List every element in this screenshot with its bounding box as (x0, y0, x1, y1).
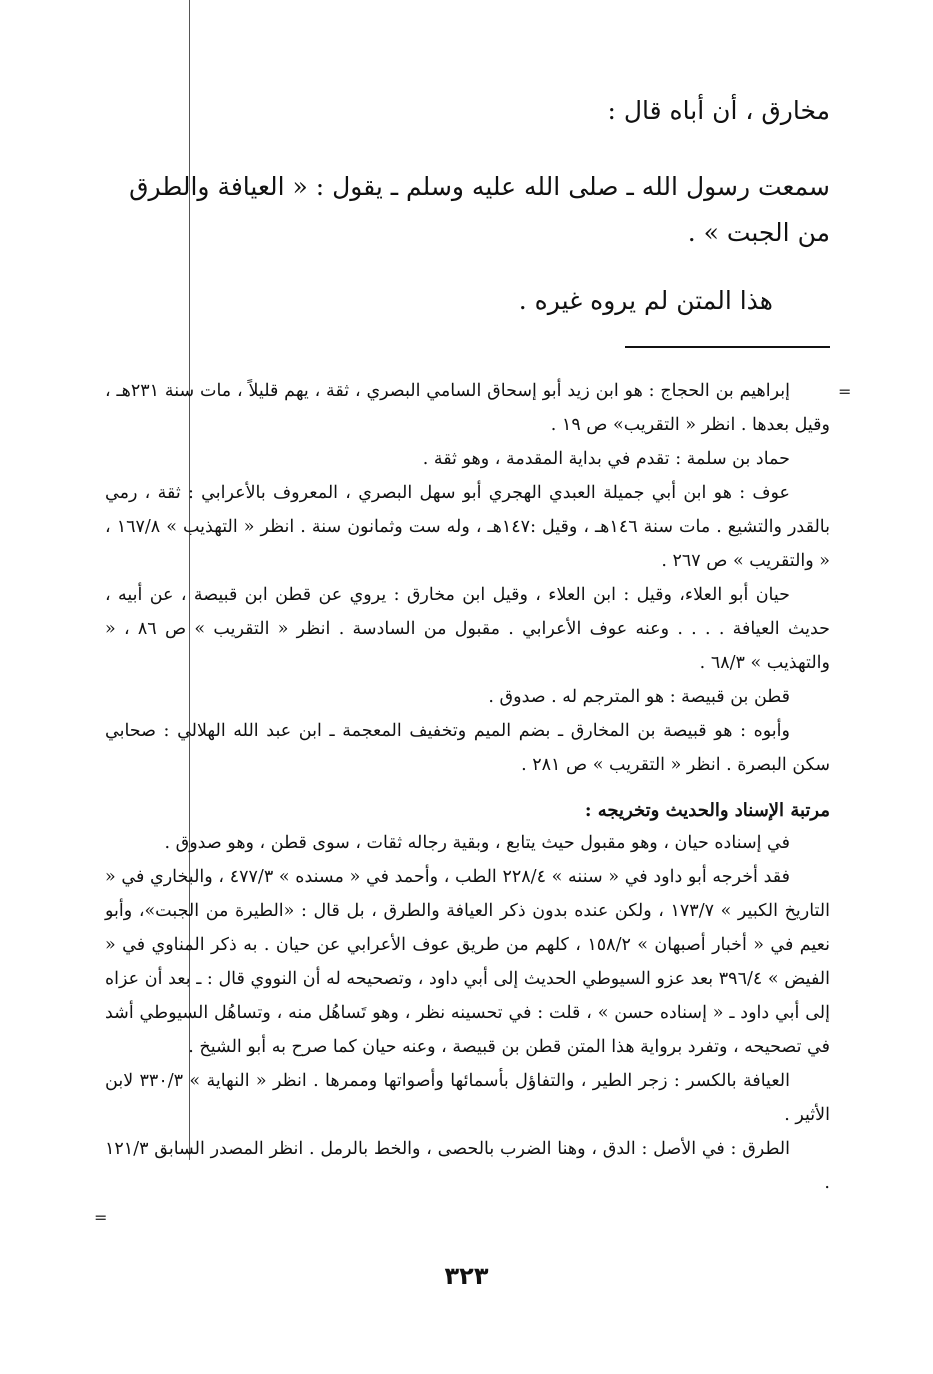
grading-chain: في إسناده حيان ، وهو مقبول حيث يتابع ، وبقية رجاله ثقات ، سوى قطن ، وهو صدوق . (164, 833, 790, 853)
narrator-notes (105, 374, 830, 782)
page-number: ٣٢٣ (444, 1262, 489, 1290)
grading-takhrij: فقد أخرجه أبو داود في « سننه » ٢٢٨/٤ الطب ، وأحمد في « مسنده » ٤٧٧/٣ ، والبخاري في « التاريخ الكبير » ١٧٣/٧ ، ولكن عنده بدون ذكر العيافة والطرق ، بل قال : «الطيرة من الجبت»، وأبو نعيم في « أخبار أصبهان » ١٥٨/٢ ، كلهم من طريق عوف الأعرابي عن حيان . به ذكر المناوي في « الفيض » ٣٩٦/٤ بعد عزو السيوطي الحديث إلى أبي داود ، وتصحيحه له أن النووي قال : ـ بعد أن عزاه إلى أبي داود ـ « إسناده حسن » ، قلت : في تحسينه نظر ، وهو تَساهُل منه ، وتساهُل السيوطي أشد في تصحيحه ، وتفرد برواية هذا المتن قطن بن قبيصة ، وعنه حيان كما صرح به أبو الشيخ . (105, 867, 830, 1057)
note-hammad: حماد بن سلمة : تقدم في بداية المقدمة ، وهو ثقة . (422, 449, 790, 469)
continuation-mark-bottom: = (94, 1208, 108, 1227)
hadith-remark (48, 278, 773, 324)
hadith-intro (105, 88, 830, 134)
note-qatan: قطن بن قبيصة : هو المترجم له . صدوق . (488, 687, 790, 707)
hadith-line: سمعت رسول الله ـ صلى الله عليه وسلم ـ يقول : « العيافة والطرق من الجبت » . (129, 172, 830, 247)
note-qabisa: وأبوه : هو قبيصة بن المخارق ـ بضم الميم وتخفيف المعجمة ـ ابن عبد الله الهلالي : صحابي سكن البصرة . انظر « التقريب » ص ٢٨١ . (105, 721, 830, 775)
definition-tarq: الطرق : في الأصل : الدق ، وهنا الضرب بالحصى ، والخط بالرمل . انظر المصدر السابق ١٢١/٣ . (105, 1139, 830, 1193)
footnote-separator (625, 346, 830, 348)
note-awf: عوف : هو ابن أبي جميلة العبدي الهجري أبو سهل البصري ، المعروف بالأعرابي : ثقة ، رمي بالقدر والتشيع . مات سنة ١٤٦هـ ، وقيل :١٤٧هـ ، وله ست وثمانون سنة . انظر « التهذيب » ١٦٧/٨ ، « والتقريب » ص ٢٦٧ . (105, 483, 830, 571)
note-hayyan: حيان أبو العلاء، وقيل : ابن العلاء ، وقيل ابن مخارق : يروي عن قطن ابن قبيصة ، عن أبيه ، حديث العيافة . . . . وعنه عوف الأعرابي . مقبول من السادسة . انظر « التقريب » ص ٨٦ ، « والتهذيب » ٦٨/٣ . (105, 585, 830, 673)
grading-section (105, 826, 830, 1200)
note-ibrahim: إبراهيم بن الحجاج : هو ابن زيد أبو إسحاق السامي البصري ، ثقة ، يهم قليلاً ، مات سنة ٢٣١هـ ، وقيل بعدها . انظر « التقريب» ص ١٩ . (105, 381, 830, 435)
grading-heading: مرتبة الإسناد والحديث وتخريجه : (584, 800, 830, 821)
intro-line: مخارق ، أن أباه قال : (607, 96, 830, 125)
remark-line: هذا المتن لم يروه غيره . (518, 286, 773, 315)
continuation-mark-top: = (838, 382, 852, 401)
definition-iyafa: العيافة بالكسر : زجر الطير ، والتفاؤل بأسمائها وأصواتها وممرها . انظر « النهاية » ٣٣٠/٣ لابن الأثير . (105, 1071, 830, 1125)
hadith-text (105, 164, 830, 256)
